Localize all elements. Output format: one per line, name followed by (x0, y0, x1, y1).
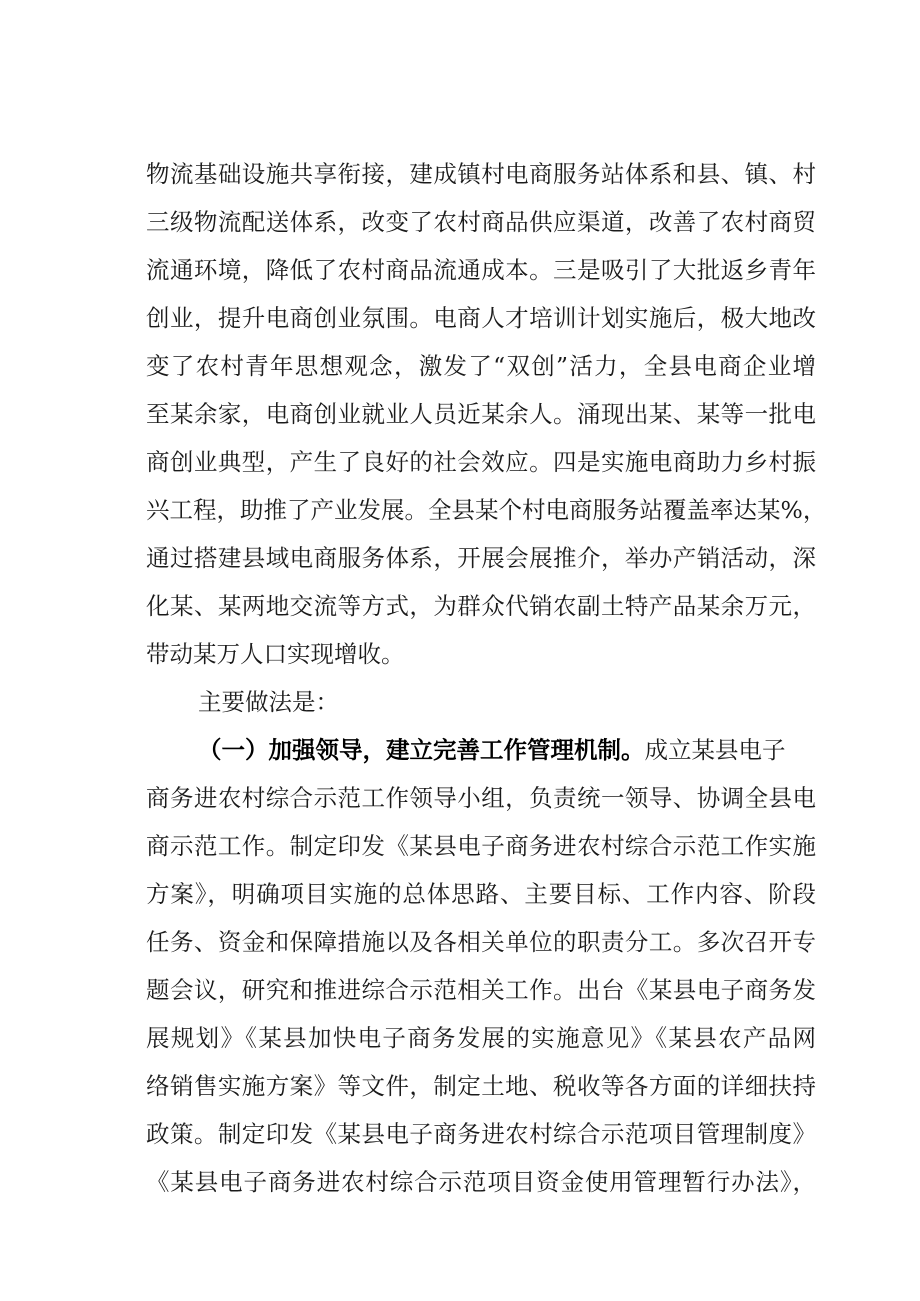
body-text-line: 任务、资金和保障措施以及各相关单位的职责分工。多次召开专 (146, 928, 816, 956)
body-text-line: 三级物流配送体系，改变了农村商品供应渠道，改善了农村商贸 (146, 208, 816, 236)
body-text-line: 《某县电子商务进农村综合示范项目资金使用管理暂行办法》， (146, 1168, 816, 1196)
body-text-line: 络销售实施方案》等文件，制定土地、税收等各方面的详细扶持 (146, 1072, 816, 1100)
body-text-line: 商示范工作。制定印发《某县电子商务进农村综合示范工作实施 (146, 832, 816, 860)
body-text-line: 变了农村青年思想观念，激发了“双创”活力，全县电商企业增 (146, 352, 816, 380)
section-heading-line (198, 731, 816, 769)
body-text-line: 带动某万人口实现增收。 (146, 640, 405, 668)
body-text-run: 成立某县电子 (644, 736, 786, 764)
body-text-line: 创业，提升电商创业氛围。电商人才培训计划实施后，极大地改 (146, 304, 816, 332)
body-text-line: 通过搭建县域电商服务体系，开展会展推介，举办产销活动，深 (146, 544, 816, 572)
body-text-line: 流通环境，降低了农村商品流通成本。三是吸引了大批返乡青年 (146, 256, 816, 284)
section-intro: 主要做法是： (198, 688, 339, 716)
body-text-line: 至某余家，电商创业就业人员近某余人。涌现出某、某等一批电 (146, 400, 816, 428)
body-text-line: 展规划》《某县加快电子商务发展的实施意见》《某县农产品网 (146, 1024, 816, 1052)
body-text-line: 兴工程，助推了产业发展。全县某个村电商服务站覆盖率达某%， (146, 496, 827, 524)
body-text-line: 商务进农村综合示范工作领导小组，负责统一领导、协调全县电 (146, 784, 816, 812)
body-text-line: 政策。制定印发《某县电子商务进农村综合示范项目管理制度》 (146, 1120, 816, 1148)
body-text-line: 化某、某两地交流等方式，为群众代销农副土特产品某余万元， (146, 592, 816, 620)
body-text-line: 题会议，研究和推进综合示范相关工作。出台《某县电子商务发 (146, 976, 816, 1004)
body-text-line: 物流基础设施共享衔接，建成镇村电商服务站体系和县、镇、村 (146, 160, 816, 188)
body-text-line: 商创业典型，产生了良好的社会效应。四是实施电商助力乡村振 (146, 448, 816, 476)
section-heading: （一）加强领导，建立完善工作管理机制。 (198, 736, 645, 764)
body-text-line: 方案》，明确项目实施的总体思路、主要目标、工作内容、阶段 (146, 880, 816, 908)
